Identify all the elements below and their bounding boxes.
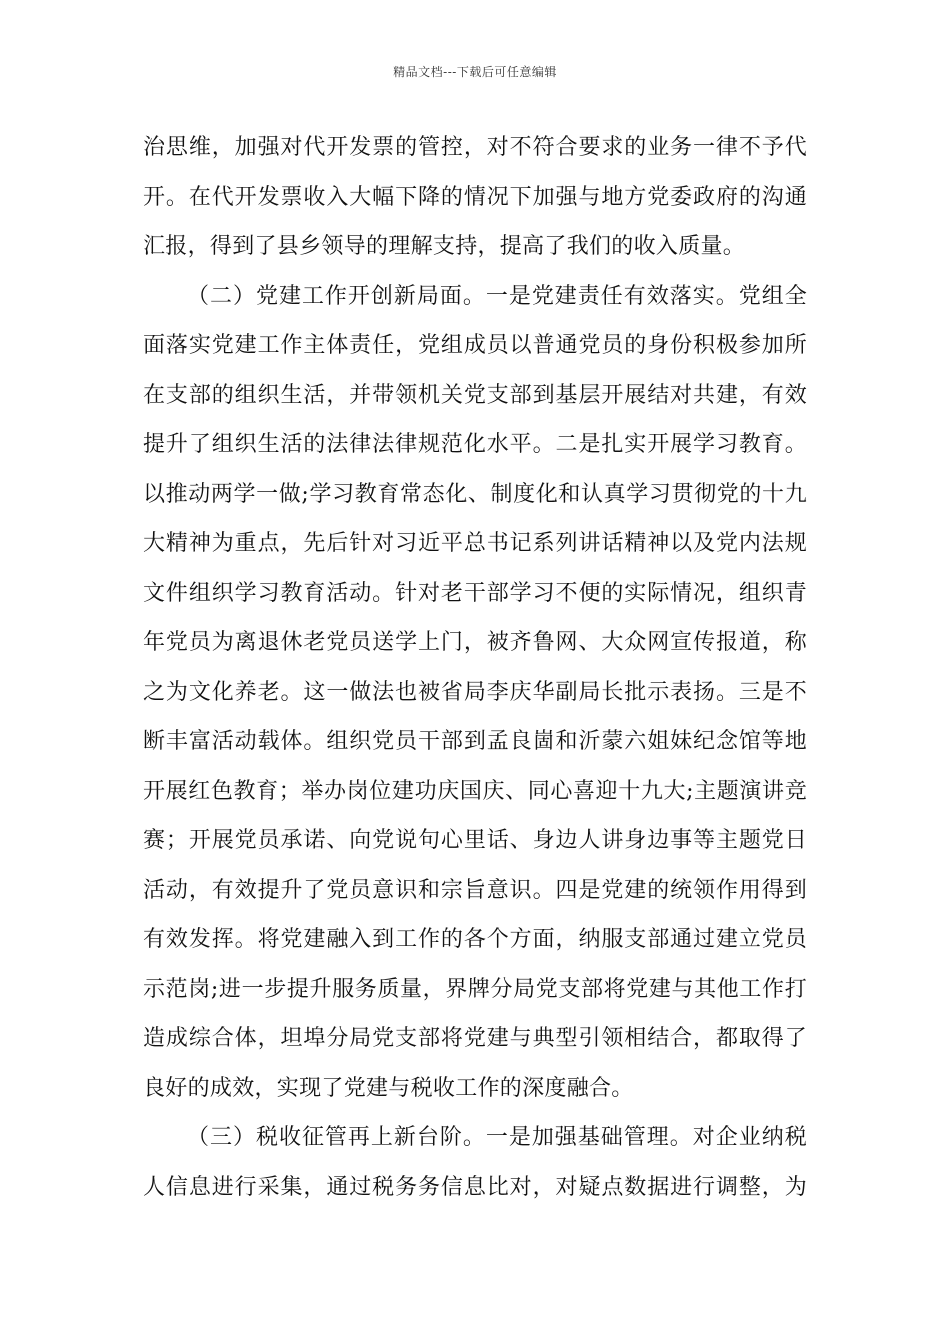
body-line: 之为文化养老。这一做法也被省局李庆华副局长批示表扬。三是不: [143, 679, 807, 705]
body-line: 面落实党建工作主体责任，党组成员以普通党员的身份积极参加所: [143, 333, 807, 358]
body-line: 示范岗;进一步提升服务质量，界牌分局党支部将党建与其他工作打: [143, 976, 807, 1002]
body-line: 赛；开展党员承诺、向党说句心里话、身边人讲身边事等主题党日: [143, 828, 807, 853]
body-line: 断丰富活动载体。组织党员干部到孟良崮和沂蒙六姐妹纪念馆等地: [143, 729, 807, 754]
body-line: 活动，有效提升了党员意识和宗旨意识。四是党建的统领作用得到: [143, 877, 807, 903]
body-line: 以推动两学一做;学习教育常态化、制度化和认真学习贯彻党的十九: [143, 481, 807, 507]
body-line: 在支部的组织生活，并带领机关党支部到基层开展结对共建，有效: [143, 382, 807, 408]
body-line: 汇报，得到了县乡领导的理解支持，提高了我们的收入质量。: [143, 234, 746, 259]
body-line: 开。在代开发票收入大幅下降的情况下加强与地方党委政府的沟通: [143, 184, 807, 210]
body-line: 良好的成效，实现了党建与税收工作的深度融合。: [143, 1075, 634, 1101]
body-line: 有效发挥。将党建融入到工作的各个方面，纳服支部通过建立党员: [143, 927, 807, 952]
body-line: 治思维，加强对代开发票的管控，对不符合要求的业务一律不予代: [143, 135, 807, 160]
body-line: 文件组织学习教育活动。针对老干部学习不便的实际情况，组织青: [143, 580, 807, 606]
page-header: 精品文档---下载后可任意编辑: [393, 65, 557, 79]
body-line: 人信息进行采集，通过税务务信息比对，对疑点数据进行调整，为: [143, 1174, 807, 1200]
body-line: 大精神为重点，先后针对习近平总书记系列讲话精神以及党内法规: [143, 531, 807, 556]
body-line: 年党员为离退休老党员送学上门，被齐鲁网、大众网宣传报道，称: [143, 630, 807, 655]
body-line: 造成综合体，坦埠分局党支部将党建与典型引领相结合，都取得了: [143, 1026, 807, 1051]
body-line: 开展红色教育；举办岗位建功庆国庆、同心喜迎十九大;主题演讲竞: [143, 778, 807, 804]
body-line: （二）党建工作开创新局面。一是党建责任有效落实。党组全: [187, 283, 807, 309]
body-line: （三）税收征管再上新台阶。一是加强基础管理。对企业纳税: [187, 1125, 807, 1150]
body-line: 提升了组织生活的法律法律规范化水平。二是扎实开展学习教育。: [143, 432, 807, 457]
document-body: [143, 130, 807, 1219]
